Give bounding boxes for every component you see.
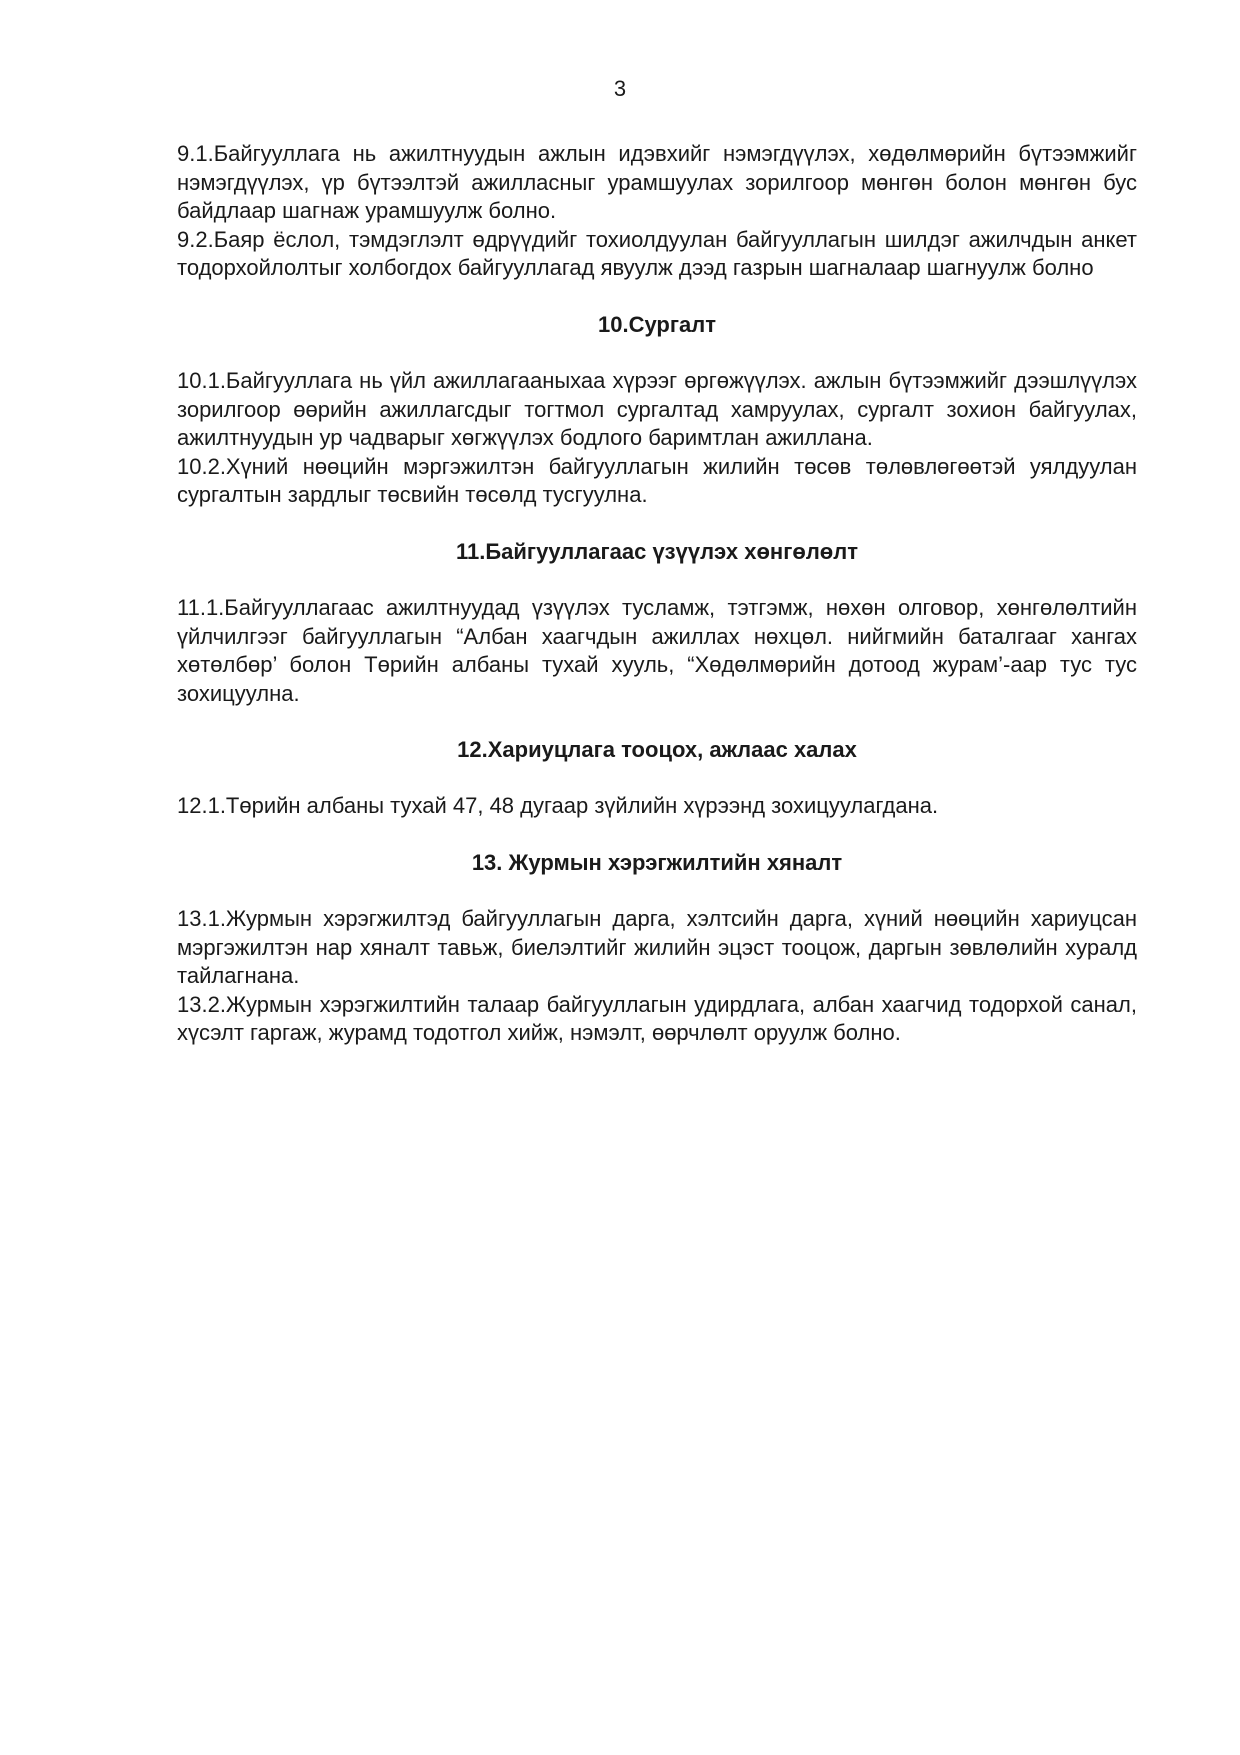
- section-9: [177, 140, 1137, 283]
- section-heading-12: 12.Хариуцлага тооцох, ажлаас халах: [457, 737, 857, 763]
- section-13: [177, 849, 1137, 1048]
- paragraph-10-2: 10.2.Хүний нөөцийн мэргэжилтэн байгууллагын жилийн төсөв төлөвлөгөөтэй уялдуулан сургалтын зардлыг төсвийн төсөлд тусгуулна.: [177, 453, 1137, 508]
- paragraph-11-1: 11.1.Байгууллагаас ажилтнуудад үзүүлэх тусламж, тэтгэмж, нөхөн олговор, хөнгөлөлтийн үйлчилгээг байгууллагын “Албан хаагчдын ажиллах нөхцөл. нийгмийн баталгааг хангах хөтөлбөр’ болон Төрийн албаны тухай хууль, “Хөдөлмөрийн дотоод журам’-аар тус тус зохицуулна.: [177, 594, 1137, 706]
- section-heading-13: 13. Журмын хэрэгжилтийн хяналт: [471, 849, 843, 875]
- paragraph-9-2: 9.2.Баяр ёслол, тэмдэглэлт өдрүүдийг тохиолдуулан байгууллагын шилдэг ажилчдын анкет тодорхойлолтыг холбогдох байгууллагад явуулж дээд газрын шагналаар шагнуулж болно: [177, 226, 1137, 281]
- document-body: [177, 140, 1137, 1048]
- section-11: [177, 538, 1137, 708]
- paragraph-12-1: 12.1.Төрийн албаны тухай 47, 48 дугаар зүйлийн хүрээнд зохицуулагдана.: [177, 793, 939, 819]
- paragraph-13-2: 13.2.Журмын хэрэгжилтийн талаар байгууллагын удирдлага, албан хаагчид тодорхой санал, хүсэлт гаргаж, журамд тодотгол хийж, нэмэлт, өөрчлөлт оруулж болно.: [177, 991, 1137, 1046]
- section-12: [177, 736, 1137, 821]
- section-heading-10: 10.Сургалт: [597, 311, 716, 337]
- section-heading-11: 11.Байгууллагаас үзүүлэх хөнгөлөлт: [455, 538, 858, 564]
- section-10: [177, 311, 1137, 510]
- paragraph-10-1: 10.1.Байгууллага нь үйл ажиллагааныхаа хүрээг өргөжүүлэх. ажлын бүтээмжийг дээшлүүлэх зорилгоор өөрийн ажиллагсдыг тогтмол сургалтад хамруулах, сургалт зохион байгуулах, ажилтнуудын ур чадварыг хөгжүүлэх бодлого баримтлан ажиллана.: [177, 367, 1137, 451]
- paragraph-9-1: 9.1.Байгууллага нь ажилтнуудын ажлын идэвхийг нэмэгдүүлэх, хөдөлмөрийн бүтээмжийг нэмэгдүүлэх, үр бүтээлтэй ажилласныг урамшуулах зорилгоор мөнгөн болон мөнгөн бус байдлаар шагнаж урамшуулж болно.: [177, 141, 1137, 224]
- paragraph-13-1: 13.1.Журмын хэрэгжилтэд байгууллагын дарга, хэлтсийн дарга, хүний нөөцийн хариуцсан мэргэжилтэн нар хяналт тавьж, биелэлтийг жилийн эцэст тооцож, даргын зөвлөлийн хуралд тайлагнана.: [177, 905, 1137, 989]
- page-number: 3: [613, 76, 627, 101]
